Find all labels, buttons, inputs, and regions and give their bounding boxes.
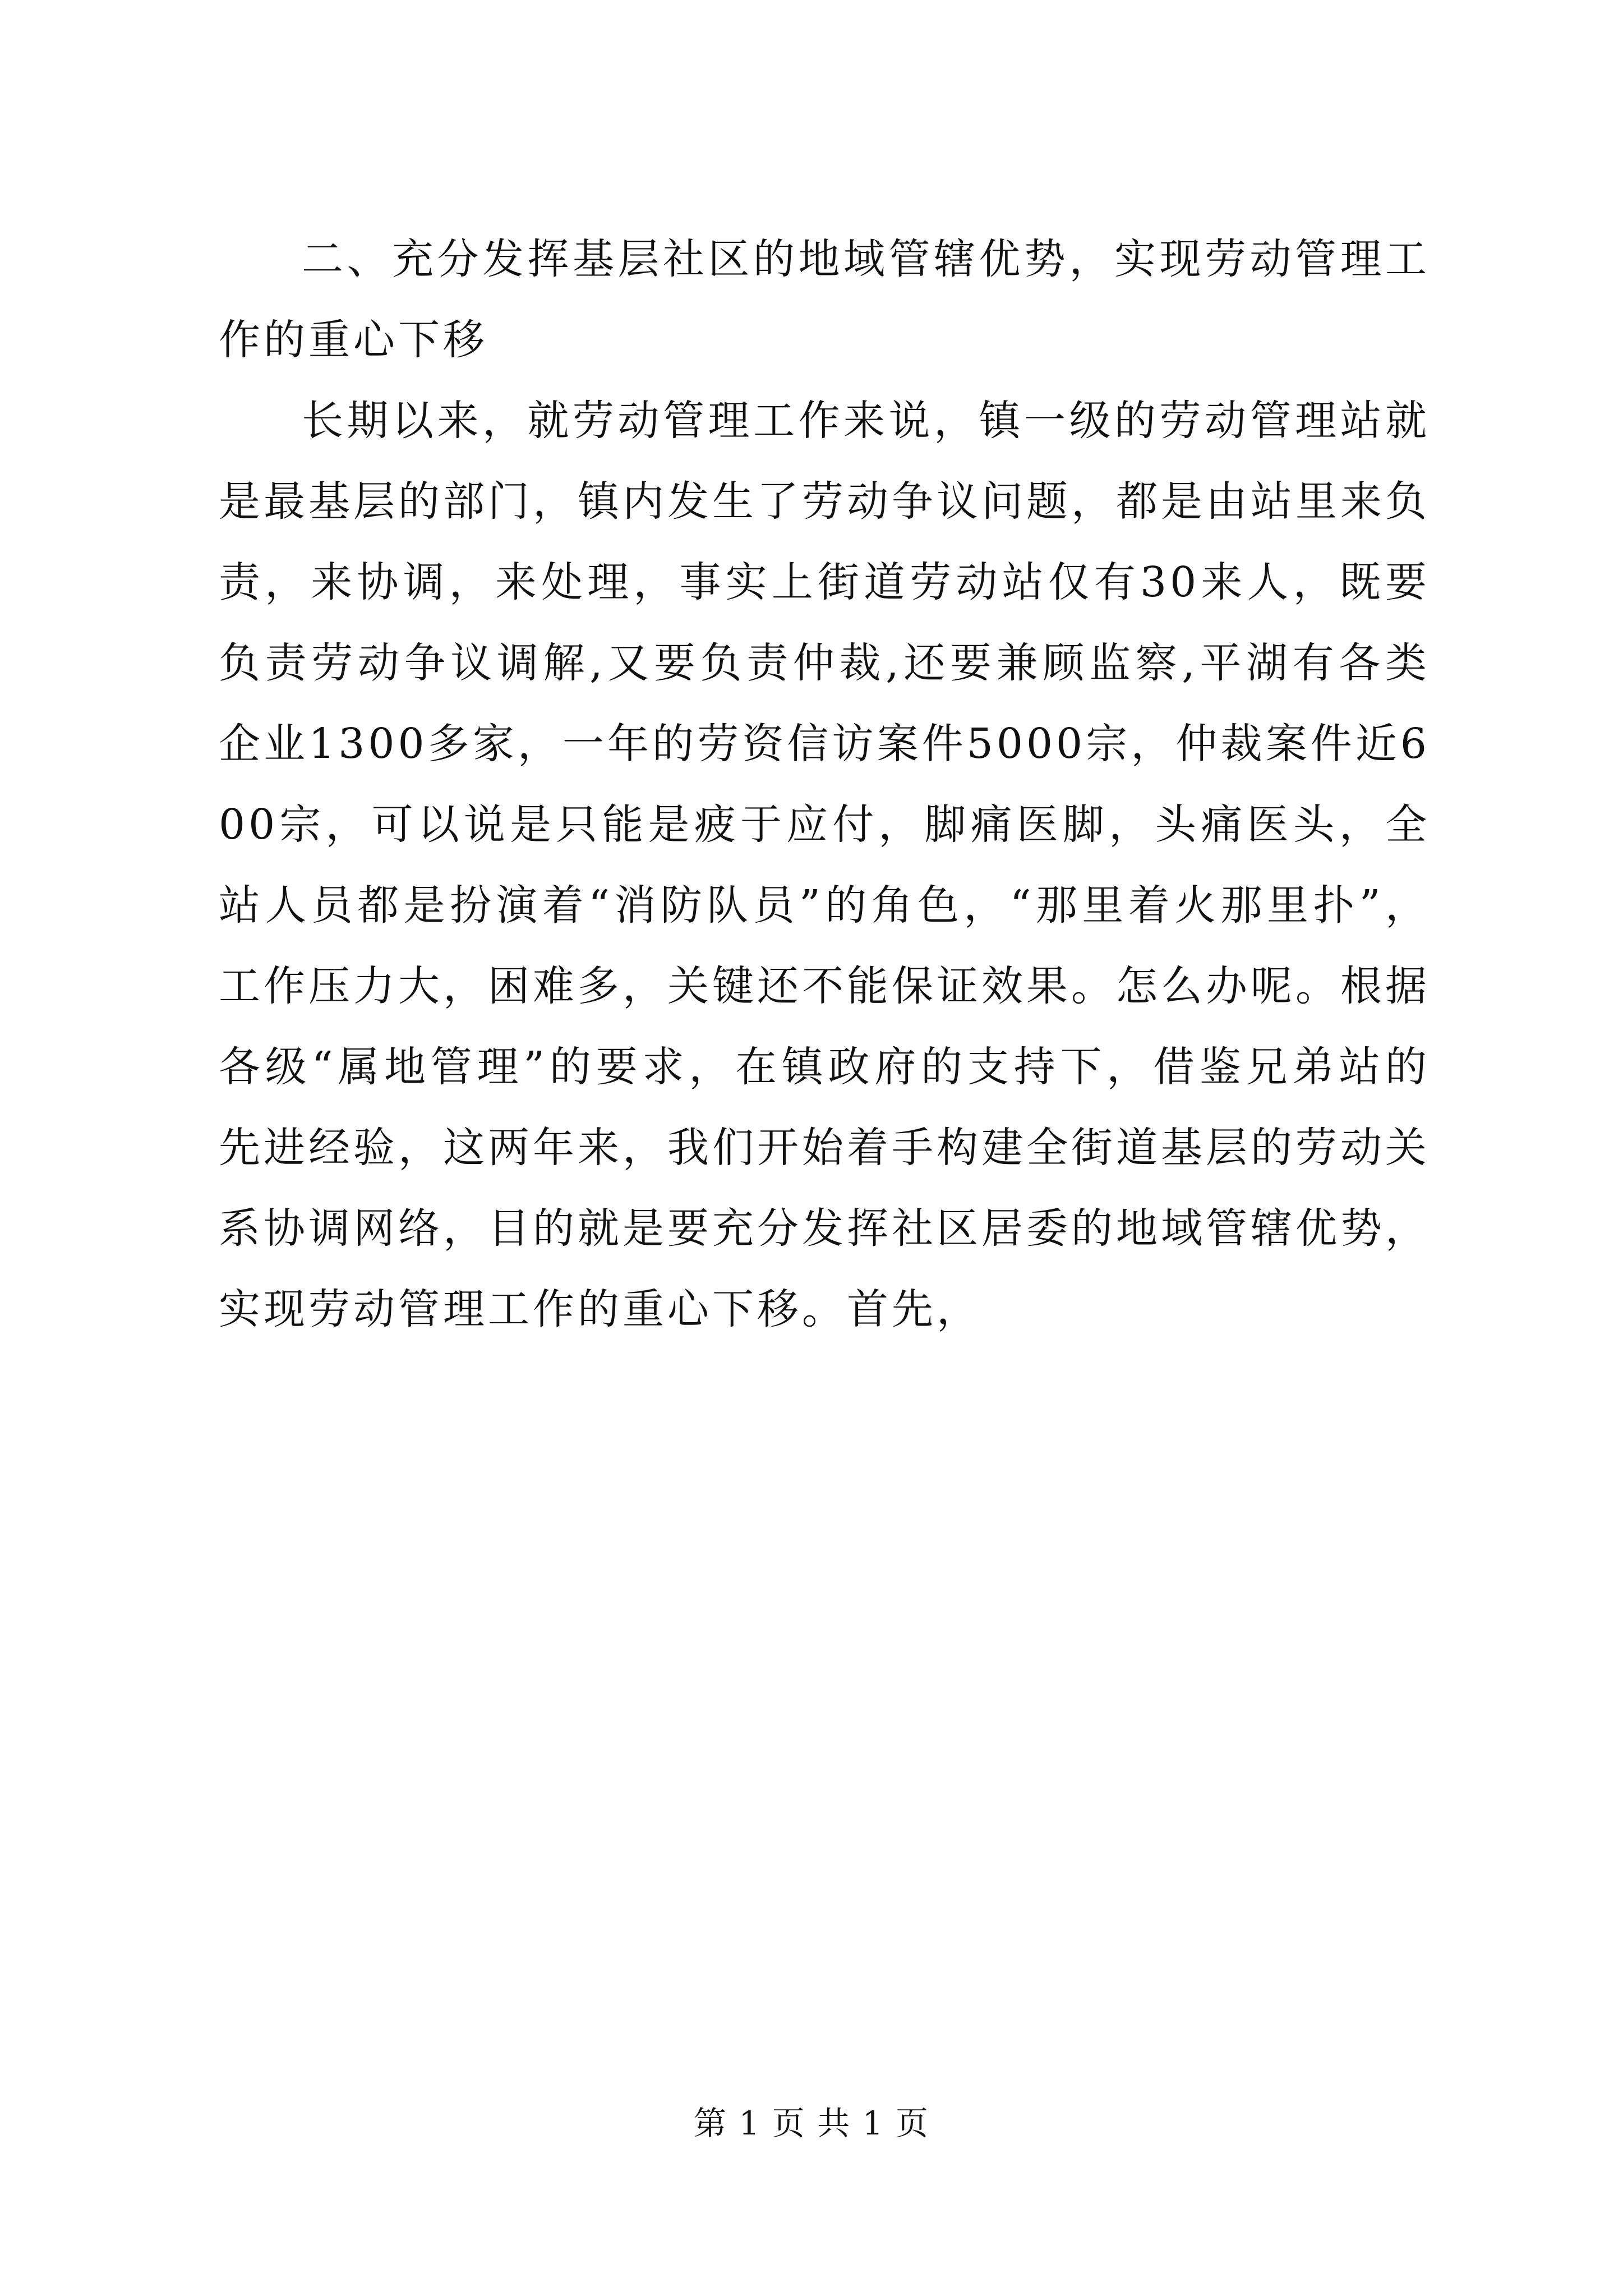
section-heading: 二、充分发挥基层社区的地域管辖优势，实现劳动管理工作的重心下移 [219,235,1430,364]
document-content [219,219,1430,1350]
body-paragraph: 长期以来，就劳动管理工作来说，镇一级的劳动管理站就是最基层的部门，镇内发生了劳动争议问题，都是由站里来负责，来协调，来处理，事实上街道劳动站仅有30来人，既要负责劳动争议调解,又要负责仲裁,还要兼顾监察,平湖有各类企业1300多家，一年的劳资信访案件5000宗，仲裁案件近600宗，可以说是只能是疲于应付，脚痛医脚，头痛医头，全站人员都是扮演着“消防队员”的角色，“那里着火那里扑”，工作压力大，困难多，关键还不能保证效果。怎么办呢。根据各级“属地管理”的要求，在镇政府的支持下，借鉴兄弟站的先进经验，这两年来，我们开始着手构建全街道基层的劳动关系协调网络，目的就是要充分发挥社区居委的地域管辖优势，实现劳动管理工作的重心下移。首先， [219,397,1430,1333]
page-footer: 第 1 页 共 1 页 [694,2104,929,2142]
